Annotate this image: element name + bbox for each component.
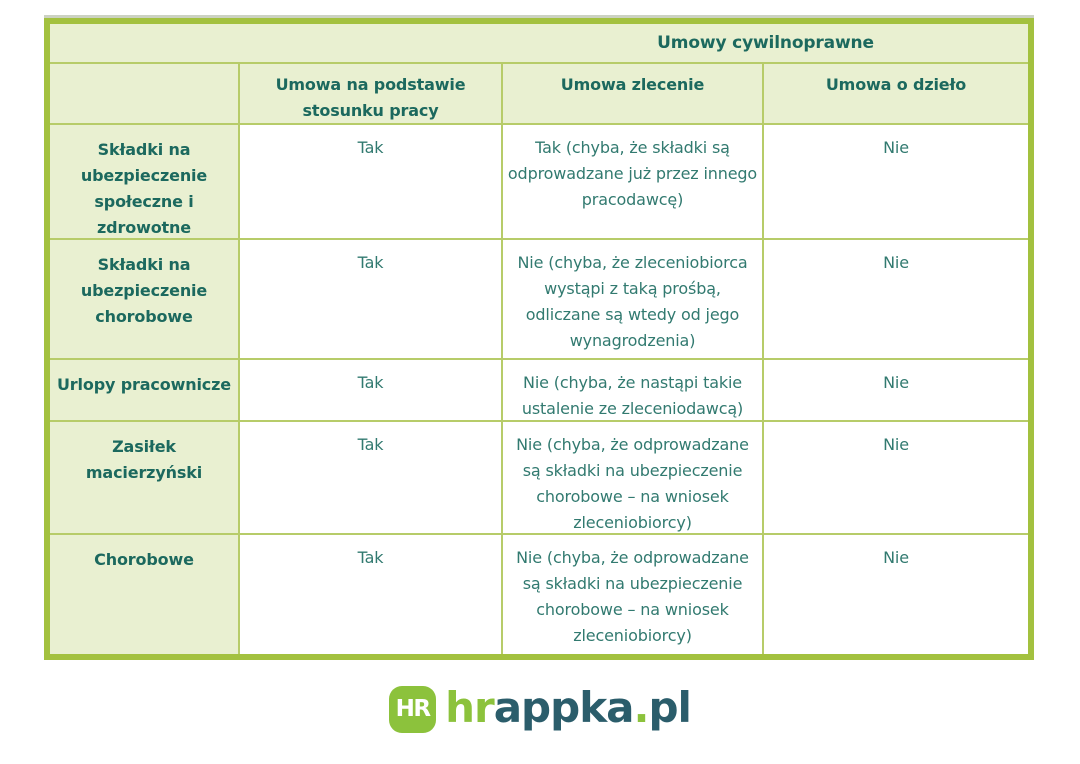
table-top-header-row — [50, 24, 1028, 62]
logo-part-pl: pl — [648, 682, 691, 732]
logo-part-dot: . — [633, 682, 649, 732]
row-label-urlopy: Urlopy pracownicze — [50, 360, 238, 420]
col-header-umowa-zlecenie: Umowa zlecenie — [503, 64, 762, 123]
hrappka-logo — [0, 682, 1080, 733]
cell-r5-employment: Tak — [240, 535, 501, 654]
col-header-umowa-stosunek-pracy: Umowa na podstawie stosunku pracy — [240, 64, 501, 123]
cell-r2-employment: Tak — [240, 240, 501, 358]
logo-part-hr: hr — [445, 682, 494, 732]
col-header-umowa-o-dzielo: Umowa o dzieło — [764, 64, 1028, 123]
cell-r3-employment: Tak — [240, 360, 501, 420]
cell-r4-zlecenie: Nie (chyba, że odprowadzane są składki na ubezpieczenie chorobowe – na wniosek zleceniobiorcy) — [503, 422, 762, 533]
row-label-zasilek-macierzynski: Zasiłek macierzyński — [50, 422, 238, 533]
cell-r2-zlecenie: Nie (chyba, że zleceniobiorca wystąpi z taką prośbą, odliczane są wtedy od jego wynagrodzenia) — [503, 240, 762, 358]
hrappka-logo-icon: HR — [389, 686, 436, 733]
corner-cell — [50, 64, 238, 123]
cell-r3-dzielo: Nie — [764, 360, 1028, 420]
row-label-skladki-spoleczne: Składki na ubezpieczenie społeczne i zdrowotne — [50, 125, 238, 238]
cell-r5-dzielo: Nie — [764, 535, 1028, 654]
cell-r1-zlecenie: Tak (chyba, że składki są odprowadzane już przez innego pracodawcę) — [503, 125, 762, 238]
cell-r3-zlecenie: Nie (chyba, że nastąpi takie ustalenie ze zleceniodawcą) — [503, 360, 762, 420]
table-title: Umowy cywilnoprawne — [657, 33, 874, 53]
cell-r1-dzielo: Nie — [764, 125, 1028, 238]
contracts-comparison-table — [44, 18, 1034, 660]
cell-r5-zlecenie: Nie (chyba, że odprowadzane są składki na ubezpieczenie chorobowe – na wniosek zleceniobiorcy) — [503, 535, 762, 654]
cell-r2-dzielo: Nie — [764, 240, 1028, 358]
cell-r4-dzielo: Nie — [764, 422, 1028, 533]
row-label-skladki-chorobowe: Składki na ubezpieczenie chorobowe — [50, 240, 238, 358]
cell-r1-employment: Tak — [240, 125, 501, 238]
row-label-chorobowe: Chorobowe — [50, 535, 238, 654]
hrappka-logo-text — [445, 682, 691, 733]
logo-part-appka: appka — [493, 682, 634, 732]
cell-r4-employment: Tak — [240, 422, 501, 533]
